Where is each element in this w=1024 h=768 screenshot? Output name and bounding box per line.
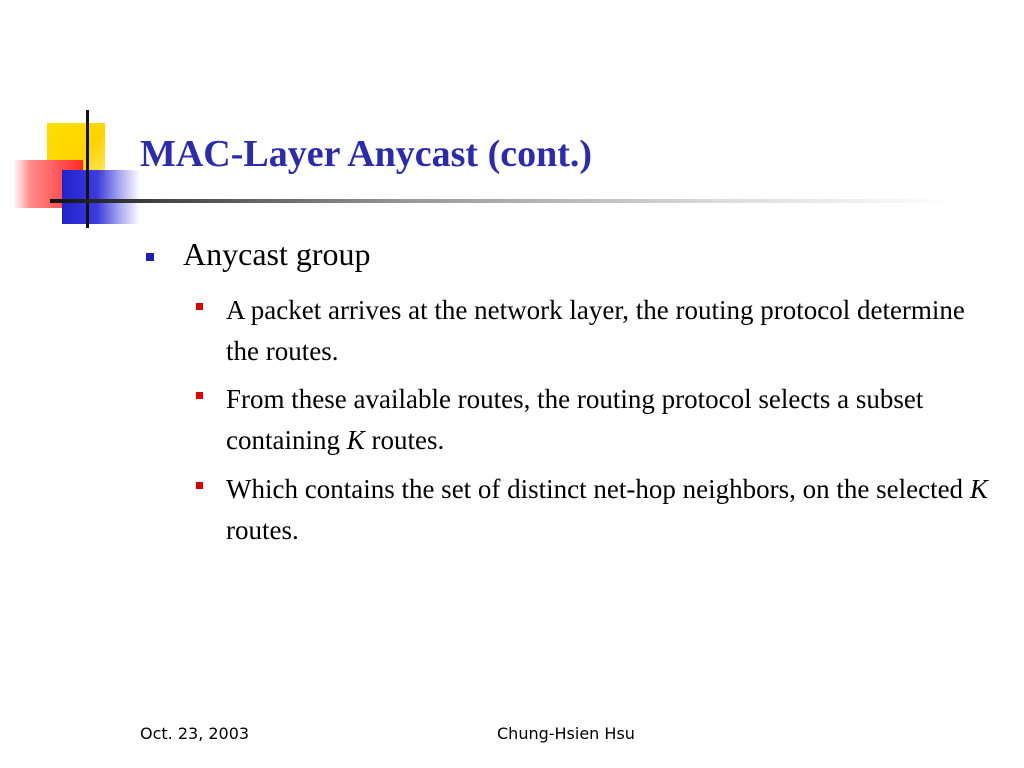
footer-author: Chung-Hsien Hsu — [497, 724, 635, 743]
square-bullet-icon — [196, 303, 203, 310]
sub-bullet-text-part: Which contains the set of distinct net-hop neighbors, on the selected — [226, 474, 970, 504]
sub-bullet-text-part: A packet arrives at the network layer, the routing protocol determine the routes. — [226, 295, 965, 366]
decorative-blue-square — [62, 170, 140, 224]
sub-bullet-text — [226, 469, 996, 551]
decorative-vertical-line — [86, 110, 89, 228]
bullet-level1-text: Anycast group — [183, 236, 371, 272]
bullet-level1 — [146, 236, 371, 273]
title-underline-rule — [50, 199, 960, 203]
square-bullet-icon — [146, 253, 154, 261]
variable-k: K — [969, 474, 988, 504]
sub-bullet-text-part: From these available routes, the routing protocol selects a subset containing — [226, 384, 924, 455]
slide-title: MAC-Layer Anycast (cont.) — [140, 133, 593, 175]
variable-k: K — [346, 425, 365, 455]
square-bullet-icon — [196, 482, 203, 489]
square-bullet-icon — [196, 392, 203, 399]
sub-bullet-text — [226, 290, 996, 372]
sub-bullet — [196, 379, 996, 461]
sub-bullet-text-part: routes. — [226, 515, 299, 545]
sub-bullet — [196, 469, 996, 551]
sub-bullet-text — [226, 379, 996, 461]
sub-bullet — [196, 290, 996, 372]
footer-date: Oct. 23, 2003 — [140, 724, 250, 743]
sub-bullet-text-part: routes. — [364, 425, 445, 455]
